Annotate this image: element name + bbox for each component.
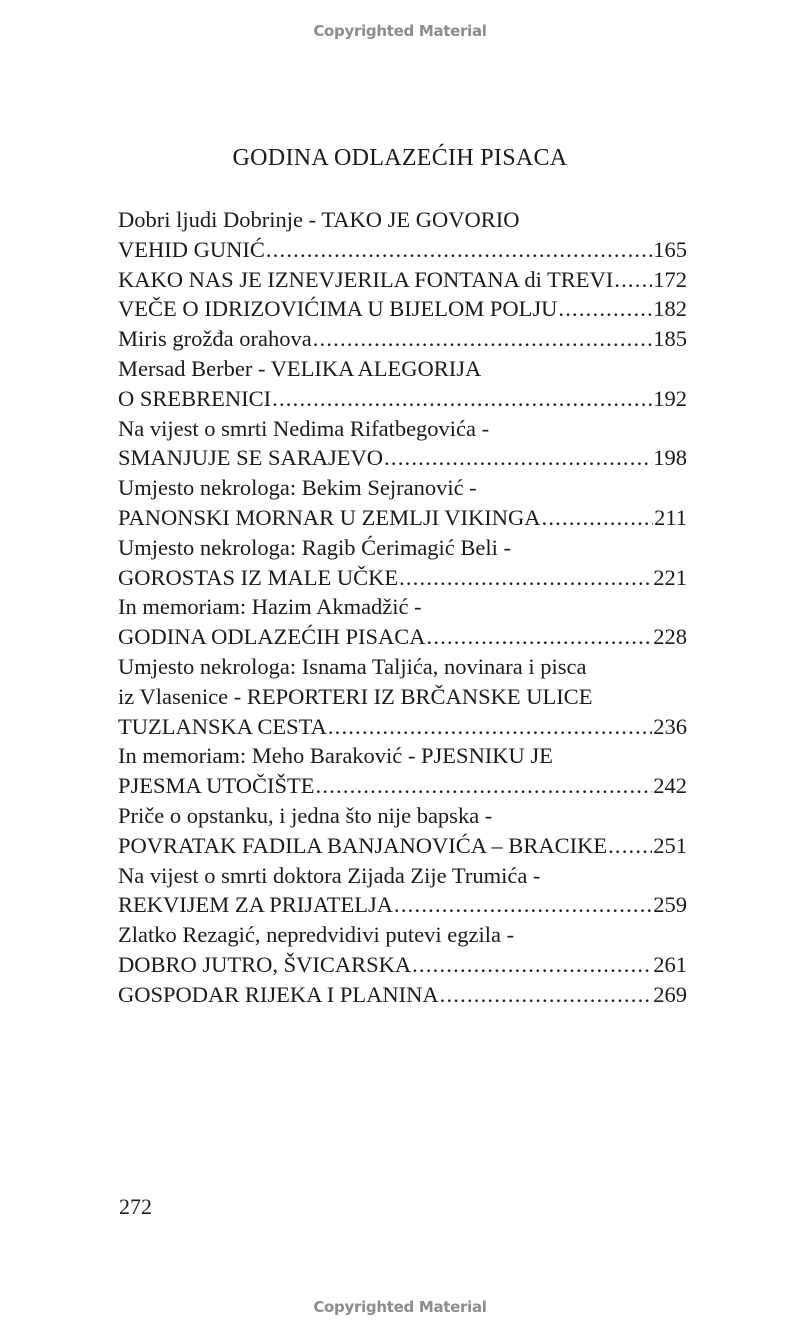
toc-entry-final-line: [118, 563, 687, 593]
toc-entry-title: KAKO NAS JE IZNEVJERILA FONTANA di TREVI: [118, 266, 614, 292]
toc-entry-title: DOBRO JUTRO, ŠVICARSKA: [118, 951, 412, 977]
watermark-top: Copyrighted Material: [313, 22, 487, 40]
toc-entry-title: GOROSTAS IZ MALE UČKE: [118, 564, 399, 590]
toc-entry-line: In memoriam: Hazim Akmadžić -: [118, 594, 422, 620]
dot-leader: [313, 324, 653, 354]
toc-entry: [118, 294, 687, 324]
toc-entry: [118, 414, 687, 474]
toc-entry-page: 165: [653, 236, 687, 262]
toc-entry-final-line: [118, 443, 687, 473]
toc-entry: [118, 801, 687, 861]
toc-entry-line: Umjesto nekrologa: Bekim Sejranović -: [118, 475, 477, 501]
dot-leader: [614, 265, 652, 295]
toc-entry-final-line: [118, 265, 687, 295]
dot-leader: [608, 831, 652, 861]
toc-entry-final-line: [118, 622, 687, 652]
toc-entry: [118, 980, 687, 1010]
page-number: 272: [119, 1194, 152, 1219]
dot-leader: [266, 235, 652, 265]
toc-entry-title: REKVIJEM ZA PRIJATELJA: [118, 892, 394, 918]
toc-entry-title: Miris grožđa orahova: [118, 326, 312, 352]
toc-entry-page: 228: [653, 624, 687, 650]
toc-entry-page: 185: [653, 326, 687, 352]
toc-entry-final-line: [118, 771, 687, 801]
toc-entry-final-line: [118, 294, 687, 324]
toc-entry-page: 172: [653, 266, 687, 292]
toc-entry-title: SMANJUJE SE SARAJEVO: [118, 445, 384, 471]
toc-entry: [118, 354, 687, 414]
toc-entry-page: 251: [653, 832, 687, 858]
toc-entry-line: Na vijest o smrti doktora Zijada Zije Trumića -: [118, 862, 541, 888]
toc-entry-final-line: [118, 324, 687, 354]
toc-entry: [118, 652, 687, 741]
dot-leader: [384, 443, 652, 473]
toc-entry-line: Zlatko Rezagić, nepredvidivi putevi egzila -: [118, 922, 515, 948]
toc-entry-title: O SREBRENICI: [118, 385, 272, 411]
toc-entry: [118, 592, 687, 652]
toc-entry-title: VEČE O IDRIZOVIĆIMA U BIJELOM POLJU: [118, 296, 558, 322]
toc-entry-final-line: [118, 980, 687, 1010]
toc-entry: [118, 920, 687, 980]
toc-entry: [118, 861, 687, 921]
dot-leader: [542, 503, 654, 533]
page-title: GODINA ODLAZEĆIH PISACA: [232, 145, 568, 171]
toc-entry-page: 259: [653, 892, 687, 918]
dot-leader: [399, 563, 652, 593]
toc-entry-page: 198: [653, 445, 687, 471]
toc-entry-page: 261: [653, 951, 687, 977]
toc-entry-page: 269: [653, 981, 687, 1007]
toc-entry-line: Umjesto nekrologa: Isnama Taljića, novinara i pisca: [118, 653, 587, 679]
toc-entry-line: Dobri ljudi Dobrinje - TAKO JE GOVORIO: [118, 207, 520, 232]
toc-entry-page: 192: [653, 385, 687, 411]
toc-entry: [118, 533, 687, 593]
toc-entry-title: TUZLANSKA CESTA: [118, 713, 327, 739]
dot-leader: [440, 980, 653, 1010]
toc-entry-title: GOSPODAR RIJEKA I PLANINA: [118, 981, 439, 1007]
dot-leader: [328, 712, 652, 742]
toc-entry-final-line: [118, 950, 687, 980]
toc-entry-final-line: [118, 503, 687, 533]
toc-entry-page: 211: [654, 504, 687, 530]
dot-leader: [427, 622, 653, 652]
toc-entry-line: Na vijest o smrti Nedima Rifatbegovića -: [118, 415, 490, 441]
toc-entry-title: POVRATAK FADILA BANJANOVIĆA – BRACIKE: [118, 832, 608, 858]
table-of-contents: [118, 205, 687, 1010]
toc-entry-title: PJESMA UTOČIŠTE: [118, 773, 315, 799]
toc-entry-line: In memoriam: Meho Baraković - PJESNIKU JE: [118, 743, 553, 769]
toc-entry: [118, 265, 687, 295]
toc-entry-title: PANONSKI MORNAR U ZEMLJI VIKINGA: [118, 504, 541, 530]
toc-entry-final-line: [118, 831, 687, 861]
toc-entry-final-line: [118, 890, 687, 920]
toc-entry-line: iz Vlasenice - REPORTERI IZ BRČANSKE ULICE: [118, 683, 593, 709]
toc-entry-title: VEHID GUNIĆ: [118, 236, 265, 262]
toc-entry: [118, 205, 687, 265]
toc-entry: [118, 741, 687, 801]
toc-entry-line: Priče o opstanku, i jedna što nije bapska -: [118, 802, 493, 828]
watermark-bottom: Copyrighted Material: [313, 1298, 487, 1316]
toc-entry-line: Umjesto nekrologa: Ragib Ćerimagić Beli -: [118, 534, 512, 560]
dot-leader: [412, 950, 652, 980]
toc-entry-final-line: [118, 384, 687, 414]
toc-entry-final-line: [118, 235, 687, 265]
toc-entry: [118, 473, 687, 533]
toc-entry-title: GODINA ODLAZEĆIH PISACA: [118, 624, 426, 650]
toc-entry-final-line: [118, 712, 687, 742]
dot-leader: [558, 294, 652, 324]
toc-entry: [118, 324, 687, 354]
toc-entry-page: 221: [653, 564, 687, 590]
dot-leader: [394, 890, 652, 920]
toc-entry-line: Mersad Berber - VELIKA ALEGORIJA: [118, 355, 482, 381]
dot-leader: [272, 384, 652, 414]
toc-entry-page: 236: [653, 713, 687, 739]
toc-entry-page: 182: [653, 296, 687, 322]
dot-leader: [316, 771, 653, 801]
toc-entry-page: 242: [653, 773, 687, 799]
